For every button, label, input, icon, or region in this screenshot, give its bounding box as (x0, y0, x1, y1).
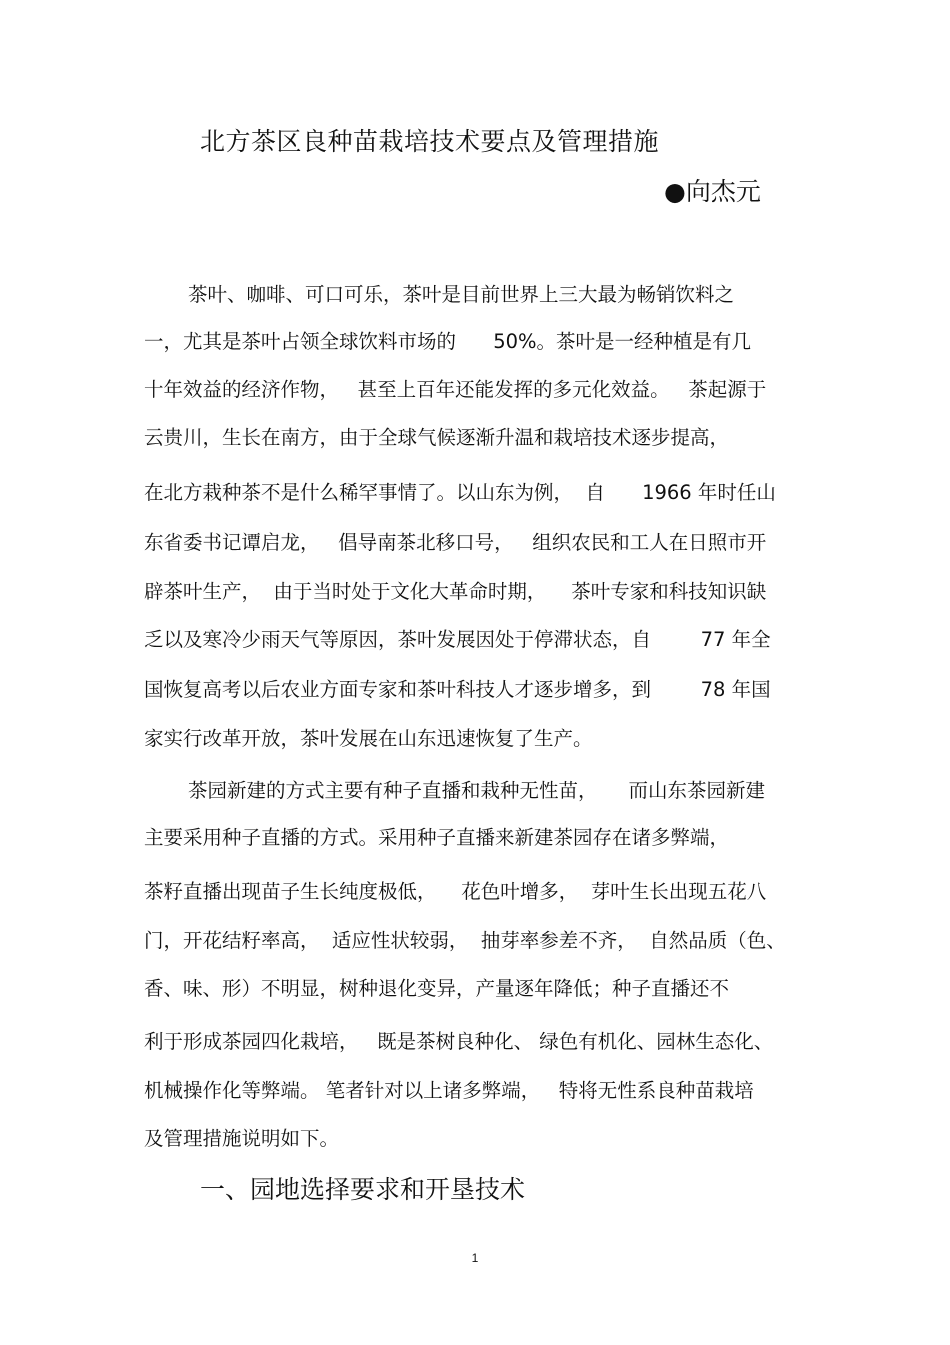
paragraph-1-line-10: 家实行改革开放，茶叶发展在山东迅速恢复了生产。 (144, 727, 593, 750)
paragraph-1-line-1: 茶叶、咖啡、可口可乐，茶叶是目前世界上三大最为畅销饮料之 (188, 283, 735, 306)
paragraph-2-line-7: 机械操作化等弊端。 笔者针对以上诸多弊端， 特将无性系良种苗栽培 (144, 1079, 754, 1102)
paragraph-1-line-4: 云贵川，生长在南方，由于全球气候逐渐升温和栽培技术逐步提高， (144, 426, 730, 449)
paragraph-2-line-1: 茶园新建的方式主要有种子直播和栽种无性苗， 而山东茶园新建 (188, 779, 765, 802)
paragraph-2-line-4: 门，开花结籽率高， 适应性状较弱， 抽芽率参差不齐， 自然品质（色、 (144, 929, 786, 952)
paragraph-2-line-2: 主要采用种子直播的方式。采用种子直播来新建茶园存在诸多弊端， (144, 826, 730, 849)
paragraph-1-line-5: 在北方栽种茶不是什么稀罕事情了。以山东为例， 自 1966 年时任山 (144, 481, 776, 504)
paragraph-2-line-5: 香、味、形）不明显，树种退化变异，产量逐年降低；种子直播还不 (144, 977, 730, 1000)
paragraph-2-line-6: 利于形成茶园四化栽培， 既是茶树良种化、 绿色有机化、园林生态化、 (144, 1030, 774, 1053)
section-heading: 一、园地选择要求和开垦技术 (200, 1175, 526, 1204)
paragraph-1-line-7: 辟茶叶生产， 由于当时处于文化大革命时期， 茶叶专家和科技知识缺 (144, 580, 767, 603)
paragraph-1-line-9: 国恢复高考以后农业方面专家和茶叶科技人才逐步增多，到 78 年国 (144, 678, 771, 701)
page-number: 1 (471, 1251, 479, 1265)
paragraph-1-line-3: 十年效益的经济作物， 甚至上百年还能发挥的多元化效益。 茶起源于 (144, 378, 767, 401)
paragraph-1-line-2: 一，尤其是茶叶占领全球饮料市场的 50%。茶叶是一经种植是有几 (144, 330, 752, 353)
author-name: ●向杰元 (664, 177, 761, 206)
paragraph-1-line-6: 东省委书记谭启龙， 倡导南茶北移口号， 组织农民和工人在日照市开 (144, 531, 767, 554)
paragraph-2-line-8: 及管理措施说明如下。 (144, 1127, 340, 1150)
document-title: 北方茶区良种苗栽培技术要点及管理措施 (200, 127, 660, 156)
paragraph-1-line-8: 乏以及寒冷少雨天气等原因，茶叶发展因处于停滞状态，自 77 年全 (144, 628, 771, 651)
paragraph-2-line-3: 茶籽直播出现苗子生长纯度极低， 花色叶增多， 芽叶生长出现五花八 (144, 880, 767, 903)
